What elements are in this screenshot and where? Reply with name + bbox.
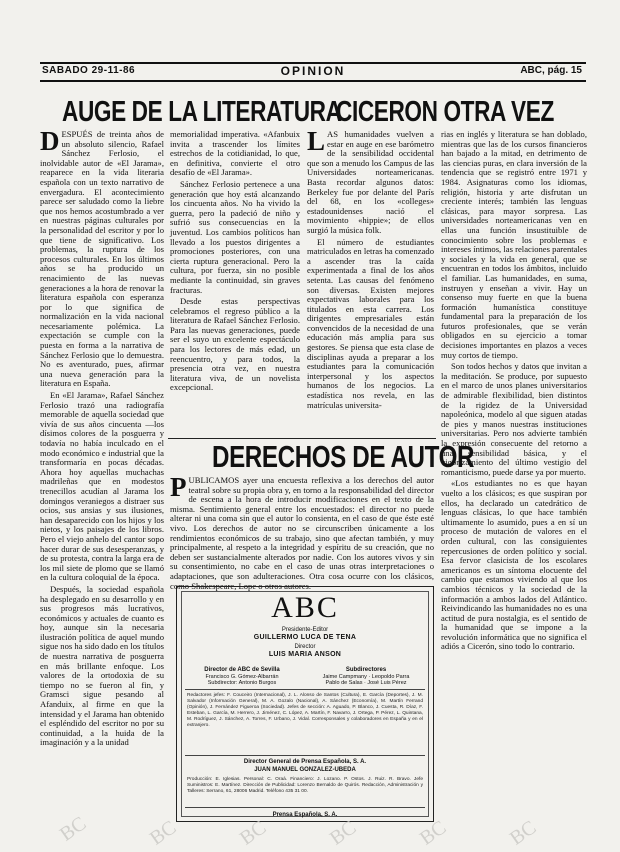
article2-paragraph: LAS humanidades vuelven a estar en auge en ese barómetro de la sensibilidad occidental que son a menudo los Campus de las Universidades norteamericanas. Basta recordar algunos datos: Berkeley fue por delante del París del 68, en los «colleges» estadounidenses nació el movimiento «hippie»; de ellos surgió la música folk.	[307, 126, 434, 235]
article1-paragraph: DESPUÉS de treinta años de un absoluto silencio, Rafael Sánchez Ferlosio, el inolvidable autor de «El Jarama», reaparece en la vida literaria española con un texto narrativo de envergadura. El acontecimiento parece ser saludado como la liebre que nos hemos acostumbrado a ver en nuestras páginas culturales por la personalidad del escritor y por lo que tiene de significativo. Los problemas, la ruptura de los procesos culturales. En los últimos años se ha producido un renacimiento de las nuevas generaciones a la hora de renovar la literatura española con esperanza por lo que significa de normalización en la vida nacional necesariamente polémica. La expectación se cumple con la puesta en forma a la narrativa de Sánchez Ferlosio que lo demuestra. No es aventurado, pues, afirmar una nueva generación para la literatura en España.	[40, 126, 164, 389]
article3-body	[170, 472, 434, 591]
masthead-subdirectores-line: Pablo de Salas · José Luis Pérez	[325, 680, 407, 686]
article2-column-1	[307, 126, 434, 435]
masthead-box	[176, 586, 434, 822]
watermark-logo: BC	[55, 812, 91, 846]
watermark-logo: BC	[415, 816, 451, 850]
masthead-subdirectores-line: Jaime Campmany · Leopoldo Parra	[322, 673, 410, 680]
watermark-logo: BC	[325, 816, 361, 850]
page-number: ABC, pág. 15	[520, 65, 582, 76]
headline-ciceron-otra-vez: CICERON OTRA VEZ	[336, 96, 554, 128]
article2-paragraph: El número de estudiantes matriculados en letras ha comenzado a ascender tras la caída experimentada a final de los años setenta. Las causas del fenómeno son diversas. Existen mejores expectativas laborales para los titulados en esta carrera. Los dirigentes empresariales están convencidos de la necesidad de una educación más amplia para sus gestores. Se piensa que esta clase de disciplinas ayuda a preparar a los estudiantes para la comunicación interpersonal y los aspectos humanos de los negocios. La estadística nos revela, en las matrículas universita-	[307, 236, 434, 410]
masthead-sevilla-line: Francisco G. Gómez-Albarrán	[205, 673, 279, 680]
watermark-logo: BC	[145, 816, 181, 850]
masthead-company-text: Producción: E. Iglesias. Personal: C. Oraá. Financiero: J. Lozano. P. Ostos. J. Ruiz. R. Bravo. Jefe Suministros: E. Martínez. Dirección de Publicidad: Lorenzo Bernaldo de Quirós. Redacción, Administración y Talleres: Serrano, 61, 28006 Madrid. Teléfono 435 31 00.	[187, 777, 423, 794]
watermark-logo: BC	[235, 816, 271, 850]
masthead-divider	[185, 807, 425, 808]
masthead-name-president: GUILLERMO LUCA DE TENA	[253, 634, 357, 641]
masthead-role-president: Presidente-Editor	[281, 627, 329, 633]
masthead-sevilla-block	[187, 667, 297, 687]
abc-logo: ABC	[271, 591, 339, 624]
masthead-subdirectores-heading: Subdirectores	[345, 667, 387, 673]
article1-column-1	[40, 126, 164, 830]
article1-paragraph: memorialidad imperativa. «Afanbuix invita a trascender los límites estrechos de la cotidianidad, lo que, en definitiva, convierte el otro desafío de «El Jarama».	[170, 129, 300, 178]
watermark-logo: BC	[505, 816, 541, 850]
section-title: OPINION	[280, 64, 346, 78]
masthead-divider	[185, 755, 425, 756]
masthead-company-heading: Director General de Prensa Española, S. A.	[243, 759, 367, 765]
page-header-bar	[40, 62, 586, 82]
article1-paragraph: Sánchez Ferlosio pertenece a una generación que hoy está alcanzando los cincuenta años. No ha vivido la guerra, pero la padeció de niño y sufrió sus consecuencias en la juventud. Los cambios políticos han llevado a los puestos dirigentes a promociones posteriores, con una cierta ruptura generacional. Pero la cultura, por fuerza, sin no posible mediante la continuidad, sin graves fracturas.	[170, 178, 300, 295]
article1-paragraph: En «El Jarama», Rafael Sánchez Ferlosio trazó una radiografía memorable de aquella sociedad que vivía de sus años cincuenta —los dísimos colores de la posguerra y todavía no había inculcado en el modo económico e industrial que la transformaría en pocas décadas. Ahora hoy aquellas muchachas madrileñas que en modestos trenecillos acudían al Jarama los domingos veraniegos a distraer sus ocios, sus ansias y sus ilusiones, han desaparecido con los hijos y los nietos, y los paisajes de los libros. Pero el viejo anhelo del cantor sopo hacer durar de sus desesperanzas, y de su protesta, contra la larga era de los mil siete de plomo que se llamó en la cultura coloquial de la época.	[40, 390, 164, 583]
article2-paragraph: Son todos hechos y datos que invitan a la meditación. Se produce, por supuesto en el marco de unos planes universitarios de admirable flexibilidad, bien distintos de la rigidez de la Universidad napoleónica, modelo al que siguen atadas de pies y manos nuestras instituciones universitarias. Pero nos advierte también la expresión consecuente del retorno a una sensibilidad básica, y el vigorizamiento del último vestigio del romanticismo, puede darse ya por muerto.	[441, 361, 587, 477]
masthead-role-director: Director	[294, 644, 316, 650]
headline-auge-literatura: AUGE DE LA LITERATURA	[62, 96, 342, 128]
article2-paragraph: rias en inglés y literatura se han doblado, mientras que las de los cursos financieros han bajado a la mitad, en detrimento de las ciencias puras, en clara inversión de la tendencia que se registró entre 1971 y 1984. Asignaturas como los idiomas, religión, historia y arte disfrutan un creciente interés; también las lenguas clásicas, para mayor sorpresa. Las universidades norteamericanas ven en ellas una función insustituible de conocimiento sobre los problemas e intereses íntimos, las relaciones parentales y sociales y la vida en general, que se encuentran en todos los ámbitos, incluido el familiar. Las humanidades, en suma, instruyen y enseñan a vivir. Hay un consenso muy fuerte en que la buena formación humanística constituye fundamental para la preparación de los futuros profesionales, que se verán obligados en su ejercicio a tomar decisiones importantes en plazos a veces muy cortos de tiempo.	[441, 129, 587, 360]
masthead-sevilla-heading: Director de ABC de Sevilla	[204, 667, 280, 673]
article1-paragraph: Desde estas perspectivas celebramos el regreso público a la literatura de Rafael Sánchez Ferlosio. Para las nuevas generaciones, puede ser el suyo un excelente espectáculo para los lectores de más edad, un reencuentro, y para todos, la presencia otra vez, en nuestra literatura viva, de un novelista excepcional.	[170, 296, 300, 393]
article2-column-2	[441, 130, 587, 830]
masthead-footer: Prensa Española, S. A.	[272, 812, 338, 818]
article2-paragraph: «Los estudiantes no es que hayan vuelto a los clásicos; es que suspiran por ellos, ha declarado un catedrático de lenguas clásicas, lo que hace también ultimamente lo asumido, pues a en sí un proceso de mutación de valores en el orden cultural, con las consiguientes repercusiones de orden político y social. Esa fervor clasicista de los escolares americanos es un síntoma elocuente del cambio que estamos viviendo al que los cambios técnicos y la sociedad de la información a ambos lados del Atlántico. Reivindicando las humanidades no es una actitud de pura nostalgia, es el sentido de la humanidad que se impone a la revolución informática que no significa el adiós a Cicerón, sino todo lo contrario.	[441, 478, 587, 652]
article3-dropcap: P	[170, 472, 187, 502]
masthead-subdirectores-block	[309, 667, 423, 687]
masthead-company-name: JUAN MANUEL GONZALEZ-UBEDA	[254, 767, 356, 773]
article1-dropcap: D	[40, 126, 60, 156]
masthead-name-director: LUIS MARIA ANSON	[268, 651, 342, 658]
masthead-staff-list: Redactores jefes: F. Couceiro (Internacional), J. L. Alonso de Santos (Cultura), E. García (Deportes), J. M. Salvador (Información General), M. A. Gozalo (Nacional), A. Sánchez (Economía), M. Martín Ferrand (Opinión), J. Fernández Figueroa (Sociedad). Jefes de sección: A. Aguado, P. Blanco, J. Cuesta, R. Díaz, F. Esteban, L. García, M. Herrero, J. Jiménez, C. López, A. Martín, F. Navarro, J. Ortega, P. Pérez, L. Quintana, M. Rodríguez, J. Sánchez, A. Torres, F. Urbano, J. Vidal. Corresponsales y colaboradores en España y en el extranjero.	[187, 693, 423, 728]
masthead-divider	[185, 689, 425, 690]
masthead-sevilla-line: Subdirector: Antonio Burgos	[207, 680, 277, 686]
article1-paragraph: Después, la sociedad española ha desplegado en su desarrollo y en sus progresos más lucrativos, económicos y actuales de cuanto es hoy, aunque sin la necesaria ilustración política de aquel mundo sigue nos ha sido dado en los títulos de nuestra narrativa de posguerra en más brillante enfoque. Los valores de la ortodoxia de su tiempo no se fueron al fin, y Gramsci sigue pesando al Afanduix, al firme en que la intensidad y el Jarama han obtenido el espléndido del escritor no por su continuidad, a la huida de la imaginación y a la unidad	[40, 583, 164, 748]
article1-column-2	[170, 130, 300, 435]
article2-dropcap: L	[307, 126, 326, 156]
article3-paragraph: PUBLICAMOS ayer una encuesta reflexiva a los derechos del autor teatral sobre su propia obra y, en torno a la responsabilidad del director de escena a la hora de introducir modificaciones en el texto de la misma. Sentimiento general entre los encuestados: el director no puede alterar ni una coma sin que el autor lo consienta, en el caso de que éste esté vivo. Los derechos de autor no se circunscriben únicamente a los rendimientos económicos de su trabajo, sino que afectan también, y muy principalmente, al respeto a la integridad y espíritu de su creación, que no deben ser sustancialmente alterados por nadie. Con los autores vivos y sin su consentimiento, no cabe en el caso de unas otras interpretaciones o adaptaciones, que son adulteraciones. Otra cosa ocurre con los clásicos, como Shakespeare, Lope o otros autores.	[170, 472, 434, 591]
headline-derechos-de-autor: DERECHOS DE AUTOR	[212, 439, 475, 474]
issue-date: SABADO 29-11-86	[42, 65, 136, 76]
